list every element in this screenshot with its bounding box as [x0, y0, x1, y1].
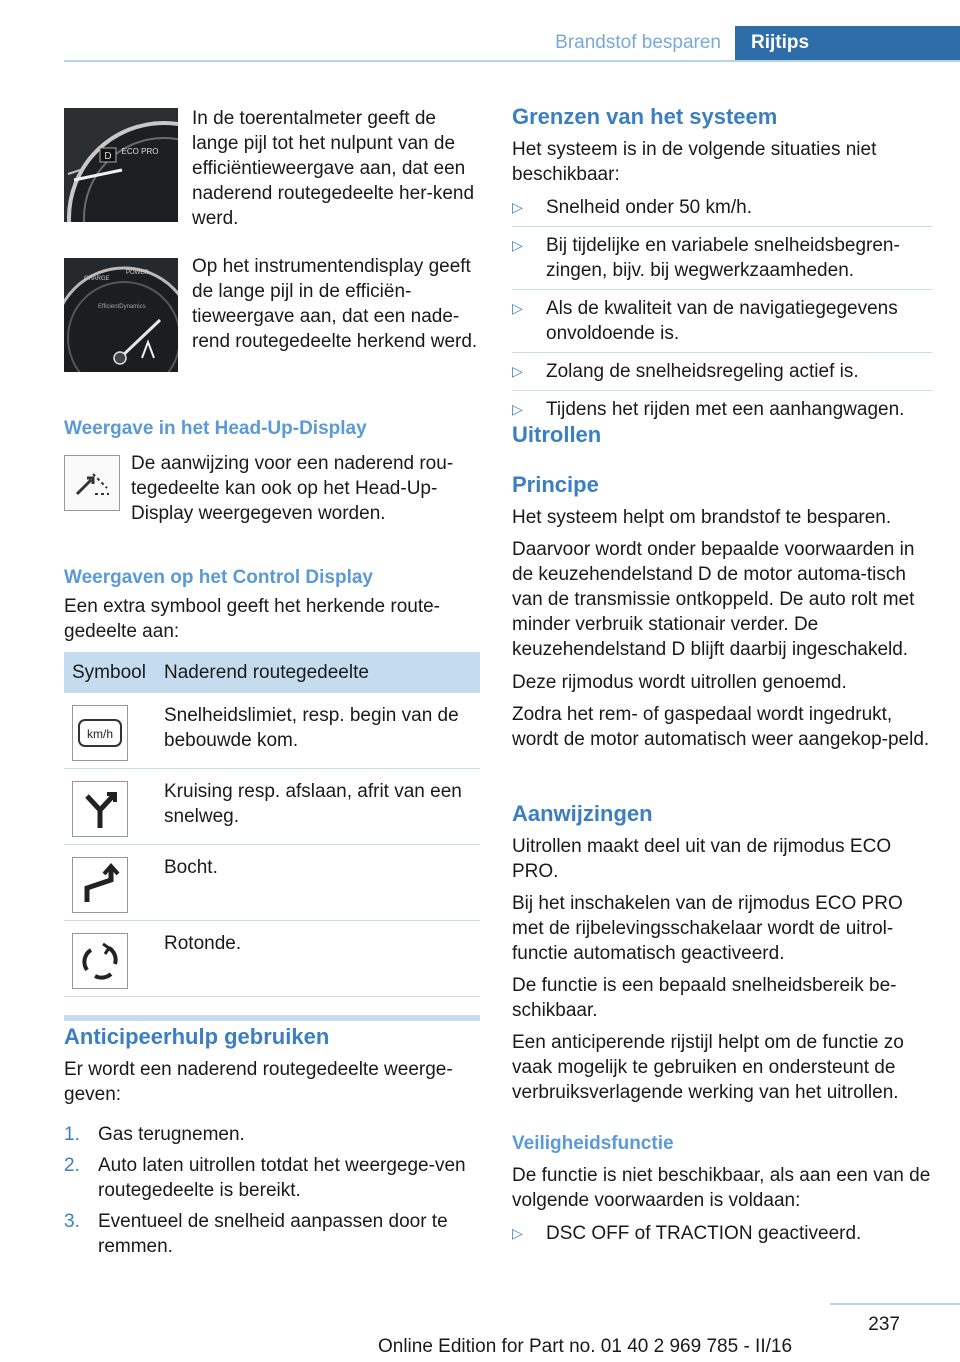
list-divider [512, 352, 932, 353]
limits-list [512, 195, 932, 428]
antic-heading: Anticipeerhulp gebruiken [64, 1024, 330, 1049]
list-item [64, 1122, 480, 1147]
tacho-text: In de toerentalmeter geeft de lange pijl tot het nulpunt van de efficiëntieweergave aan, dat een naderend routegedeelte her-kend werd. [192, 108, 475, 229]
display-text: Op het instrumentendisplay geeft de lange pijl in de efficiën-tieweergave aan, dat een nade-rend routegedeelte herkend werd. [192, 256, 478, 352]
aanw-heading: Aanwijzingen [512, 801, 653, 826]
display-power-label: POWER [126, 270, 149, 276]
list-item [512, 233, 932, 283]
list-item [512, 195, 932, 220]
display-charge-label: CHARGE [84, 276, 110, 282]
steps-list [64, 1122, 480, 1265]
list-divider [512, 226, 932, 227]
footer-rule [830, 1303, 960, 1305]
step-text: Eventueel de snelheid aanpassen door te remmen. [98, 1211, 448, 1257]
list-item [512, 397, 932, 422]
veil-text: De functie is niet beschikbaar, als aan een van de volgende voorwaarden is voldaan: [512, 1165, 931, 1211]
limits-text: Het systeem is in de volgende situaties niet beschikbaar: [512, 139, 877, 185]
instrument-display-photo [64, 258, 178, 372]
bullet-marker: ▷ [512, 300, 523, 316]
row-text: Snelheidslimiet, resp. begin van de bebouwde kom. [164, 705, 459, 751]
bullet-marker: ▷ [512, 199, 523, 215]
col-header-symbol: Symbool [72, 661, 146, 683]
principe-p3: Deze rijmodus wordt uitrollen genoemd. [512, 672, 847, 693]
hud-route-icon [64, 455, 120, 511]
table-row [64, 921, 480, 997]
list-item [64, 1153, 480, 1203]
tachometer-photo [64, 108, 178, 222]
tacho-d-label: D [104, 151, 112, 162]
hud-heading: Weergave in het Head-Up-Display [64, 418, 367, 439]
uitrollen-heading: Uitrollen [512, 422, 602, 447]
bullet-marker: ▷ [512, 401, 523, 417]
section-title: Brandstof besparen [555, 32, 721, 53]
cd-heading: Weergaven op het Control Display [64, 567, 373, 588]
aanw-p1: Uitrollen maakt deel uit van de rijmodus ECO PRO. [512, 836, 892, 882]
step-number: 3. [64, 1211, 80, 1232]
roundabout-icon [72, 933, 128, 989]
row-text: Kruising resp. afslaan, afrit van een snelweg. [164, 781, 462, 827]
list-item [512, 1221, 932, 1246]
veil-heading: Veiligheidsfunctie [512, 1133, 674, 1154]
display-ed-label: EfficientDynamics [98, 304, 146, 310]
kmh-label: km/h [86, 727, 114, 741]
limits-heading: Grenzen van het systeem [512, 104, 778, 129]
table-row [64, 693, 480, 769]
principe-p1: Het systeem helpt om brandstof te besparen. [512, 507, 892, 528]
table-end-rule [64, 1015, 480, 1021]
bullet-marker: ▷ [512, 1225, 523, 1241]
aanw-p4: Een anticiperende rijstijl helpt om de functie zo vaak mogelijk te gebruiken en ondersteunt de verbruiksverlagende werking van het uitrollen. [512, 1032, 904, 1103]
principe-p2: Daarvoor wordt onder bepaalde voorwaarden in de keuzehendelstand D de motor automa-tisch van de transmissie ontkoppeld. De auto rolt met minder verbruik stationair verder. De keuzehendelstand D blijft daarbij ingeschakeld. [512, 539, 915, 660]
cd-text: Een extra symbool geeft het herkende route-gedeelte aan: [64, 596, 441, 642]
principe-p4: Zodra het rem- of gaspedaal wordt ingedrukt, wordt de motor automatisch weer aangekop-peld. [512, 704, 930, 750]
page-number: 237 [868, 1314, 900, 1335]
step-text: Auto laten uitrollen totdat het weergege-ven routegedeelte is bereikt. [98, 1155, 466, 1201]
speed-limit-icon [72, 705, 128, 761]
row-text: Rotonde. [164, 933, 242, 954]
display-illustration [64, 258, 178, 372]
bullet-marker: ▷ [512, 363, 523, 379]
bullet-text: Bij tijdelijke en variabele snelheidsbegren-zingen, bijv. bij wegwerkzaamheden. [546, 235, 900, 281]
row-text: Bocht. [164, 857, 218, 878]
chapter-tab: Rijtips [735, 26, 960, 62]
junction-icon [72, 781, 128, 837]
tachometer-illustration [64, 108, 178, 222]
bullet-text: Tijdens het rijden met een aanhangwagen. [546, 399, 905, 420]
bullet-text: Snelheid onder 50 km/h. [546, 197, 752, 218]
antic-text: Er wordt een naderend routegedeelte weerge-geven: [64, 1059, 453, 1105]
col-header-route: Naderend routegedeelte [164, 661, 369, 683]
list-item [512, 359, 932, 384]
hud-text: De aanwijzing voor een naderend rou-tegedeelte kan ook op het Head-Up-Display weergegeven worden. [131, 453, 454, 524]
list-divider [512, 289, 932, 290]
aanw-p3: De functie is een bepaald snelheidsbereik be-schikbaar. [512, 975, 897, 1021]
curve-icon [72, 857, 128, 913]
bullet-text: Als de kwaliteit van de navigatiegegevens onvoldoende is. [546, 298, 898, 344]
header-rule [64, 60, 960, 62]
step-text: Gas terugnemen. [98, 1124, 245, 1145]
aanw-p2: Bij het inschakelen van de rijmodus ECO PRO met de rijbelevingsschakelaar wordt de uitrol-functie automatisch geactiveerd. [512, 893, 903, 964]
step-number: 1. [64, 1124, 80, 1145]
principe-heading: Principe [512, 472, 599, 497]
list-divider [512, 390, 932, 391]
bullet-text: Zolang de snelheidsregeling actief is. [546, 361, 859, 382]
list-item [64, 1209, 480, 1259]
table-row [64, 769, 480, 845]
bullet-marker: ▷ [512, 237, 523, 253]
tacho-eco-label: ECO PRO [121, 147, 159, 156]
edition-footer: Online Edition for Part no. 01 40 2 969 785 - II/16 [377, 1336, 793, 1357]
step-number: 2. [64, 1155, 80, 1176]
table-row [64, 845, 480, 921]
bullet-text: DSC OFF of TRACTION geactiveerd. [546, 1223, 862, 1244]
table-header [64, 652, 480, 693]
veil-list [512, 1221, 932, 1252]
symbol-table [64, 652, 480, 1021]
list-item [512, 296, 932, 346]
